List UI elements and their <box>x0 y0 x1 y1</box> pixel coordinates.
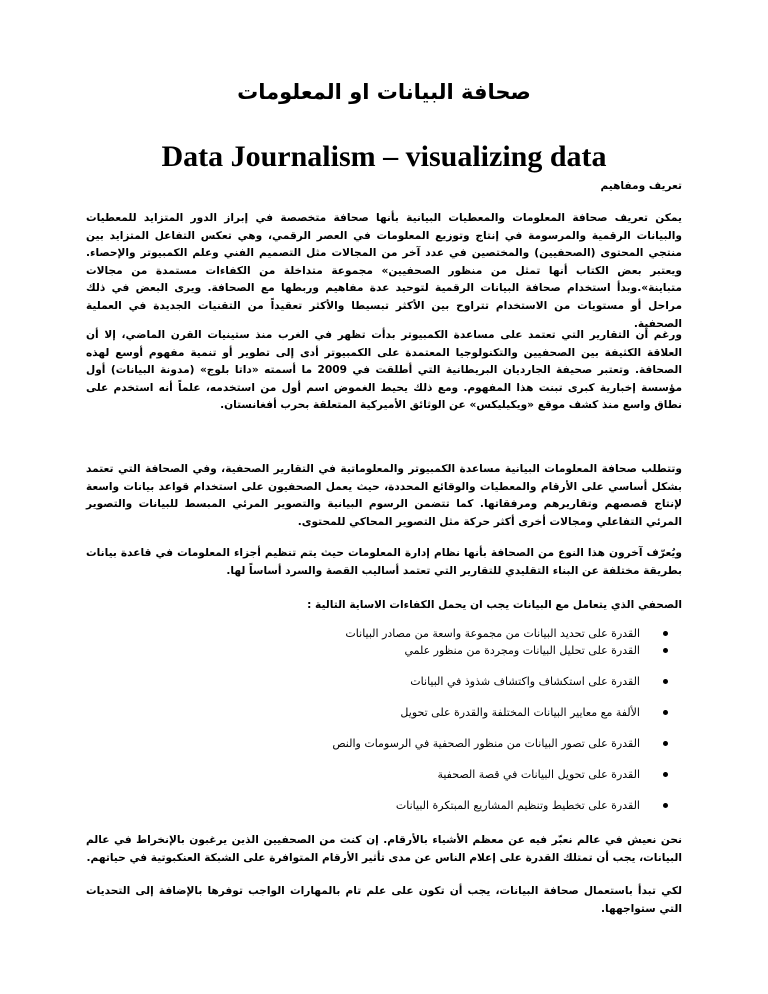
bullet-icon <box>663 631 668 636</box>
list-item: القدرة على تصور البيانات من منظور الصحفية في الرسومات والنص <box>200 735 668 752</box>
bullet-icon <box>663 772 668 777</box>
list-item: الألفة مع معايير البيانات المختلفة والقدرة على تحويل <box>200 704 668 721</box>
english-title: Data Journalism – visualizing data <box>161 140 607 173</box>
paragraph-definition: يمكن تعريف صحافة المعلومات والمعطيات البيانية بأنها صحافة متخصصة في إبراز الدور المتزايد للمعطيات والبيانات الرقمية والمرسومة في إنتاج وتوزيع المعلومات في العصر الرقمي، وهي تعكس التفاعل المتزايد بين منتجي المحتوى (الصحفيين) والمختصين في عدد آخر من المجالات مثل التصميم الفني وعلم الكمبيوتر والإحصاء. ويعتبر بعض الكتاب أنها تمثل من منظور الصحفيين» مجموعة متداخلة من الكفاءات مستمدة من مجالات متباينة».وبدأ استخدام صحافة البيانات الرقمية لتوحيد عدة مفاهيم وربطها مع الصحافة. ويرى البعض في ذلك مراحل أو مستويات من الاستخدام تتراوح بين الأكثر تبسيطا والأكثر تعقيداً من التقنيات الجديدة في العملية الصحفية. <box>86 212 682 330</box>
list-intro: الصحفي الذي يتعامل مع البيانات يجب ان يحمل الكفاءات الاساية التالية : <box>307 599 682 611</box>
paragraph-history: ورغم أن التقارير التي تعتمد على مساعدة الكمبيوتر بدأت تظهر في الغرب منذ ستينيات القرن الماضي، إلا أن العلاقة الكثيفة بين الصحفيين والتكنولوجيا المعتمدة على الكمبيوتر أدى إلى تطوير أو تنمية مفهوم أوسع لهذه الصحافة. وتعتبر صحيفة الجارديان البريطانية التي أطلقت في 2009 ما أسمته «داتا بلوج» (مدونة البيانات) أول مؤسسة إخبارية كبرى تبنت هذا المفهوم. ومع ذلك يحيط الغموض اسم أول من استخدمه، علماً أنه استخدم على نطاق واسع منذ كشف موقع «ويكيليكس» عن الوثائق الأميركية المتعلقة بحرب أفغانستان. <box>86 329 682 412</box>
paragraph-requirements: وتتطلب صحافة المعلومات البيانية مساعدة الكمبيوتر والمعلوماتية في التقارير الصحفية، وفي الصحافة التي تعتمد بشكل أساسي على الأرقام والمعطيات والوقائع المحددة، حيث يعمل الصحفيون على استخدام قواعد بيانات واسعة لإنتاج قصصهم وتقاريرهم ومرفقاتها. كما تتضمن الرسوم البيانية والتصوير المرئي المبسط للبيانات والتصوير المرئي التفاعلي ومجالات أخرى أكثر حركة مثل التصوير المحاكي للمحتوى. <box>86 463 682 528</box>
list-item: القدرة على تخطيط وتنظيم المشاريع المبتكرة البيانات <box>200 797 668 814</box>
paragraph-closing-numbers: نحن نعيش في عالم نعبّر فيه عن معظم الأشياء بالأرقام. إن كنت من الصحفيين الذين يرغبون بالإنخراط في عالم البيانات، يجب أن تمتلك القدرة على إعلام الناس عن مدى تأثير الأرقام المتوافرة على الشبكة العنكبوتية في حياتهم. <box>86 834 682 864</box>
list-item: القدرة على تحديد البيانات من مجموعة واسعة من مصادر البيانات <box>200 625 668 642</box>
arabic-title: صحافة البيانات او المعلومات <box>237 80 531 104</box>
bullet-icon <box>663 679 668 684</box>
bullet-icon <box>663 803 668 808</box>
section-heading: تعريف ومفاهيم <box>600 180 682 192</box>
list-item: القدرة على استكشاف واكتشاف شذوذ في البيانات <box>200 673 668 690</box>
paragraph-closing-start: لكي تبدأ باستعمال صحافة البيانات، يجب أن تكون على علم تام بالمهارات الواجب توفرها بالإضافة إلى التحديات التي ستواجهها. <box>86 885 682 915</box>
list-item: القدرة على تحويل البيانات في قصة الصحفية <box>200 766 668 783</box>
bullet-icon <box>663 710 668 715</box>
paragraph-alternative-definition: ويُعرّف آخرون هذا النوع من الصحافة بأنها نظام إدارة المعلومات حيث يتم تنظيم أجزاء المعلومات في قاعدة بيانات بطريقة مختلفة عن البناء التقليدي للتقارير التي تعتمد أساليب القصة والسرد أساساً لها. <box>86 547 682 577</box>
bullet-icon <box>663 741 668 746</box>
bullet-icon <box>663 648 668 653</box>
competencies-list <box>200 625 668 814</box>
list-item: القدرة على تحليل البيانات ومجردة من منظور علمي <box>200 642 668 659</box>
